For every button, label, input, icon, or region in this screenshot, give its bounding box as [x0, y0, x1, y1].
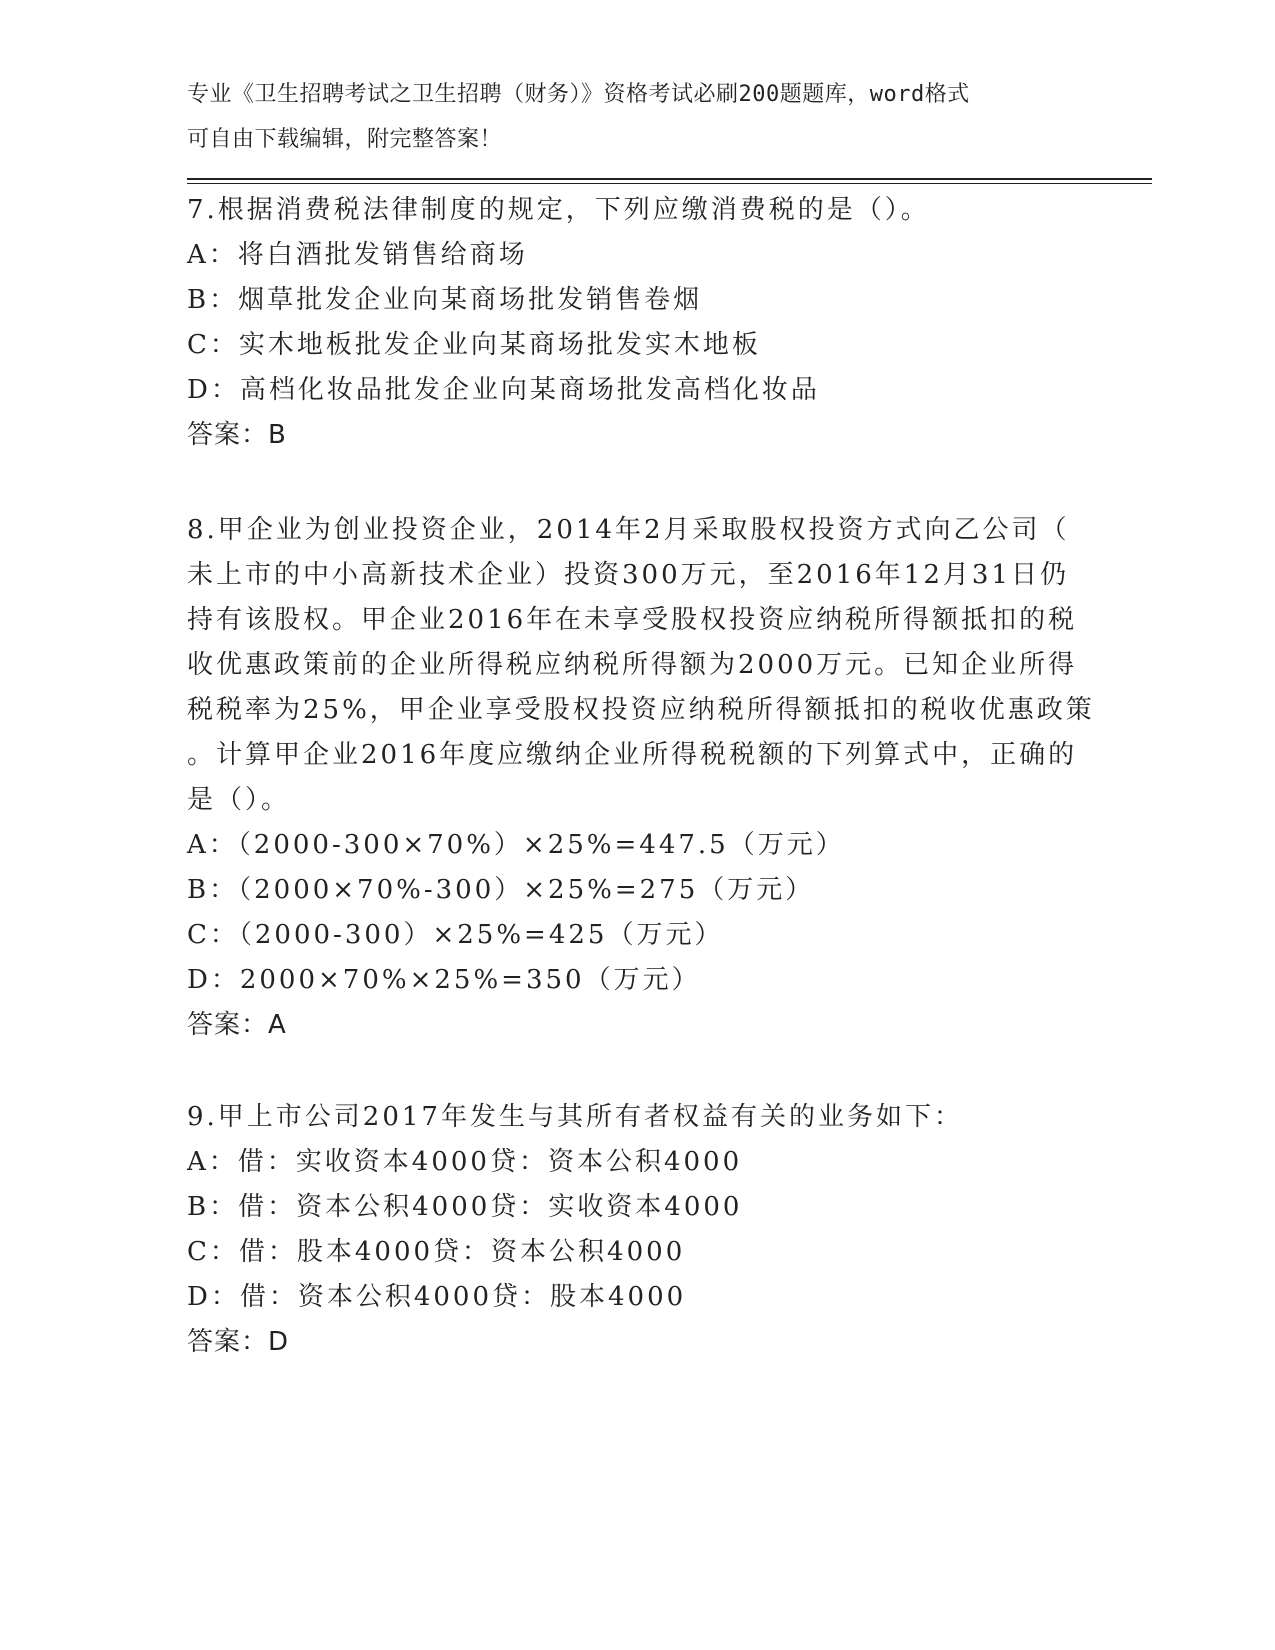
option-d: D：借：资本公积4000贷：股本4000	[187, 1282, 687, 1312]
option-a: A：（2000-300×70%）×25%=447.5（万元）	[187, 830, 845, 860]
option-b: B：借：资本公积4000贷：实收资本4000	[187, 1192, 743, 1222]
option-c: C：（2000-300）×25%=425（万元）	[187, 920, 724, 950]
option-c: C：借：股本4000贷：资本公积4000	[187, 1237, 686, 1267]
question-stem-line: 8.甲企业为创业投资企业，2014年2月采取股权投资方式向乙公司（	[187, 515, 1070, 545]
option-d: D：2000×70%×25%=350（万元）	[187, 965, 701, 995]
option-d: D：高档化妆品批发企业向某商场批发高档化妆品	[187, 375, 820, 405]
question-stem-line: 。计算甲企业2016年度应缴纳企业所得税税额的下列算式中，正确的	[187, 740, 1078, 770]
option-b: B：烟草批发企业向某商场批发销售卷烟	[187, 285, 703, 315]
question-9	[187, 1095, 1087, 1365]
option-b: B：（2000×70%-300）×25%=275（万元）	[187, 875, 815, 905]
question-8	[187, 508, 1095, 1048]
question-stem-line: 收优惠政策前的企业所得税应纳税所得额为2000万元。已知企业所得	[187, 650, 1078, 680]
header-divider-thick	[187, 178, 1152, 180]
answer-label: 答案：D	[187, 1327, 290, 1357]
option-a: A：将白酒批发销售给商场	[187, 240, 528, 270]
answer-label: 答案：B	[187, 420, 287, 450]
question-7	[187, 188, 1087, 458]
question-stem-line: 未上市的中小高新技术企业）投资300万元，至2016年12月31日仍	[187, 560, 1069, 590]
question-stem-line: 是（）。	[187, 785, 291, 815]
question-stem-line: 税税率为25%，甲企业享受股权投资应纳税所得额抵扣的税收优惠政策	[187, 695, 1095, 725]
document-header	[187, 72, 1067, 162]
question-stem-line: 持有该股权。甲企业2016年在未享受股权投资应纳税所得额抵扣的税	[187, 605, 1078, 635]
option-c: C：实木地板批发企业向某商场批发实木地板	[187, 330, 761, 360]
header-line-2: 可自由下载编辑，附完整答案！	[187, 127, 503, 152]
header-divider-thin	[187, 183, 1152, 184]
question-stem: 7.根据消费税法律制度的规定，下列应缴消费税的是（）。	[187, 195, 930, 225]
header-line-1: 专业《卫生招聘考试之卫生招聘（财务）》资格考试必刷200题题库，word格式	[187, 82, 970, 107]
answer-label: 答案：A	[187, 1010, 287, 1040]
question-stem: 9.甲上市公司2017年发生与其所有者权益有关的业务如下：	[187, 1102, 963, 1132]
option-a: A：借：实收资本4000贷：资本公积4000	[187, 1147, 743, 1177]
